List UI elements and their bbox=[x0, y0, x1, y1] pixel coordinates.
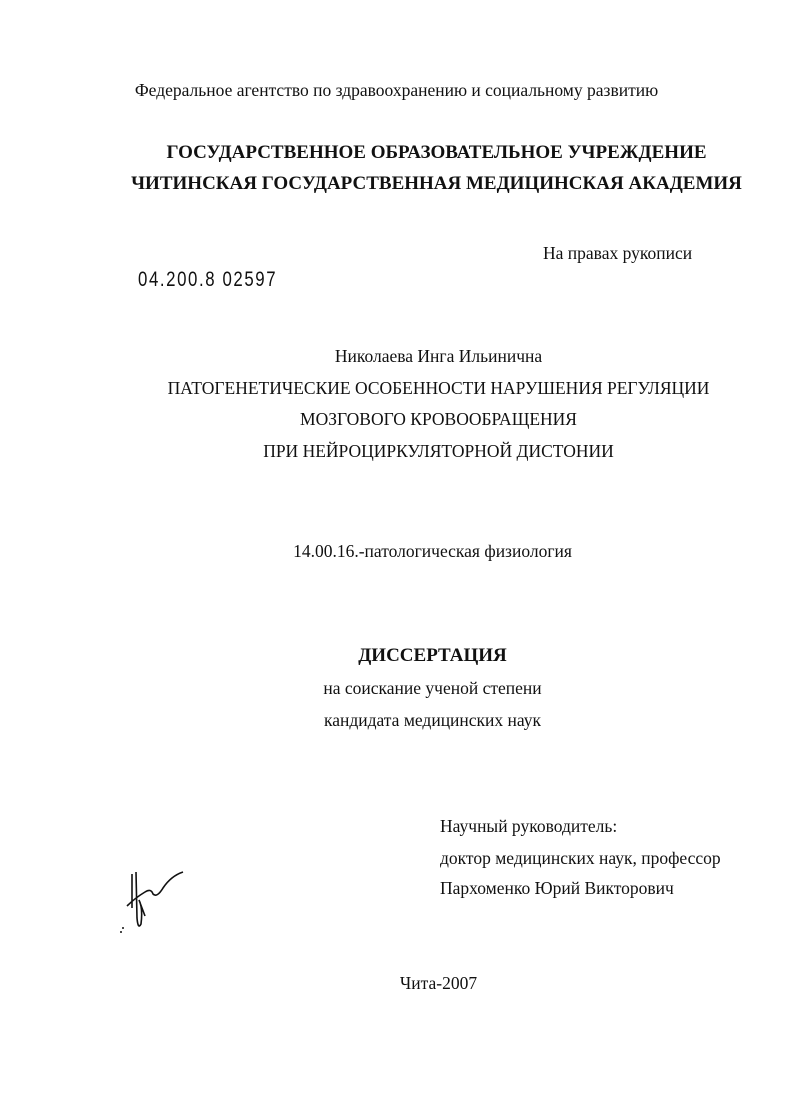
title-line-2: МОЗГОВОГО КРОВООБРАЩЕНИЯ bbox=[300, 409, 577, 429]
title-line-1: ПАТОГЕНЕТИЧЕСКИЕ ОСОБЕННОСТИ НАРУШЕНИЯ РЕГУЛЯЦИИ bbox=[167, 378, 710, 398]
degree-line-2: кандидата медицинских наук bbox=[323, 710, 542, 730]
author-name: Николаева Инга Ильинична bbox=[334, 346, 543, 366]
work-type: ДИССЕРТАЦИЯ bbox=[358, 645, 507, 666]
agency-name: Федеральное агентство по здравоохранению и социальному развитию bbox=[134, 80, 659, 100]
supervisor-name: Пархоменко Юрий Викторович bbox=[440, 878, 674, 898]
handwritten-signature bbox=[115, 868, 195, 938]
supervisor-credentials: доктор медицинских наук, профессор bbox=[440, 848, 721, 868]
manuscript-note: На правах рукописи bbox=[543, 243, 693, 263]
supervisor-label: Научный руководитель: bbox=[440, 816, 618, 836]
title-line-3: ПРИ НЕЙРОЦИРКУЛЯТОРНОЙ ДИСТОНИИ bbox=[263, 441, 614, 461]
registration-stamp: 04.200.8 02597 bbox=[138, 268, 278, 291]
specialty: 14.00.16.-патологическая физиология bbox=[293, 541, 572, 561]
institution-line-2: ЧИТИНСКАЯ ГОСУДАРСТВЕННАЯ МЕДИЦИНСКАЯ АКАДЕМИЯ bbox=[131, 173, 742, 194]
place-year: Чита-2007 bbox=[399, 973, 478, 993]
institution-line-1: ГОСУДАРСТВЕННОЕ ОБРАЗОВАТЕЛЬНОЕ УЧРЕЖДЕНИЕ bbox=[166, 142, 707, 163]
degree-line-1: на соискание ученой степени bbox=[323, 678, 542, 698]
